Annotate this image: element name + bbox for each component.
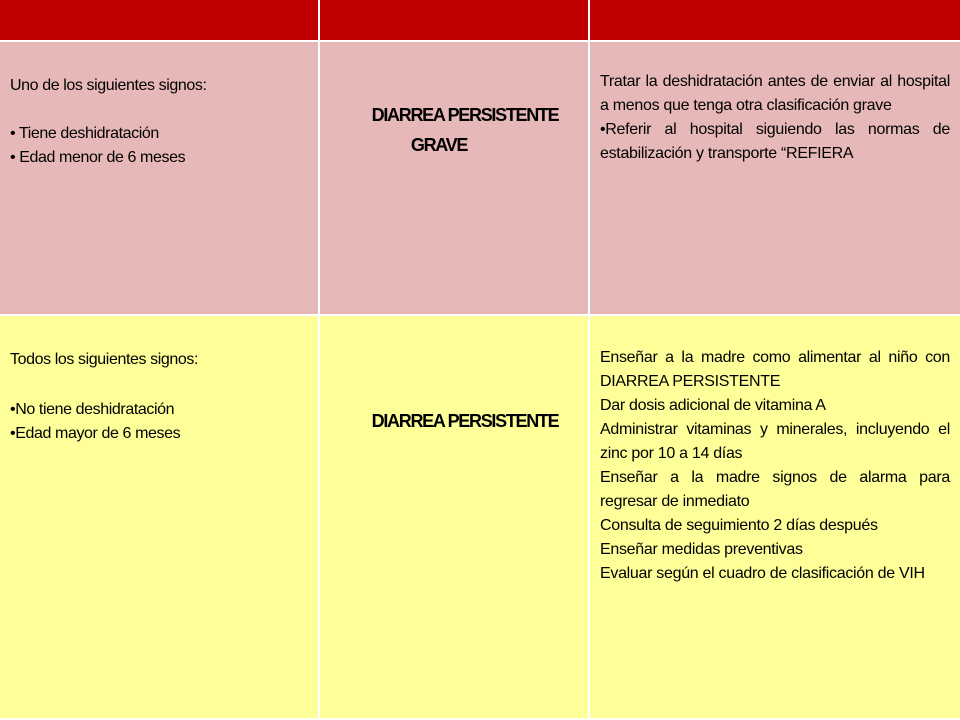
list-item: Enseñar medidas preventivas — [600, 541, 803, 558]
row2-treatment-cell — [590, 316, 960, 720]
row1-signs-list — [10, 122, 185, 170]
row1-classification-line2: GRAVE — [410, 135, 468, 155]
list-item: Enseñar a la madre como alimentar al niño con DIARREA PERSISTENTE — [600, 349, 950, 390]
list-item: Consulta de seguimiento 2 días después — [600, 517, 878, 534]
list-item: •No tiene deshidratación — [10, 401, 175, 418]
list-item: Administrar vitaminas y minerales, incluyendo el zinc por 10 a 14 días — [600, 421, 950, 462]
row2-classification-cell — [320, 316, 590, 720]
row1-signs-cell — [0, 42, 320, 316]
list-item: Dar dosis adicional de vitamina A — [600, 397, 826, 414]
header-signs-cell — [0, 0, 320, 42]
row2-classification-line1: DIARREA PERSISTENTE — [371, 411, 559, 431]
list-item: • Edad menor de 6 meses — [10, 149, 186, 166]
list-item: • Tiene deshidratación — [10, 125, 159, 142]
row2-treatment-list — [600, 346, 950, 586]
row1-classification-line1: DIARREA PERSISTENTE — [371, 105, 559, 125]
row2-signs-intro: Todos los siguientes signos: — [10, 351, 199, 368]
row2-signs-cell — [0, 316, 320, 720]
row1-signs-intro: Uno de los siguientes signos: — [10, 77, 207, 94]
header-classification-cell — [320, 0, 590, 42]
row1-treatment-list — [600, 70, 950, 166]
list-item: •Referir al hospital siguiendo las normas de estabilización y transporte “REFIERA — [600, 121, 950, 162]
list-item: Evaluar según el cuadro de clasificación de VIH — [600, 565, 925, 582]
list-item: •Edad mayor de 6 meses — [10, 425, 181, 442]
row1-classification-cell — [320, 42, 590, 316]
header-treatment-cell — [590, 0, 960, 42]
list-item: Tratar la deshidratación antes de enviar al hospital a menos que tenga otra clasificación grave — [600, 73, 950, 114]
row1-treatment-cell — [590, 42, 960, 316]
row2-signs-list — [10, 398, 180, 446]
list-item: Enseñar a la madre signos de alarma para regresar de inmediato — [600, 469, 950, 510]
